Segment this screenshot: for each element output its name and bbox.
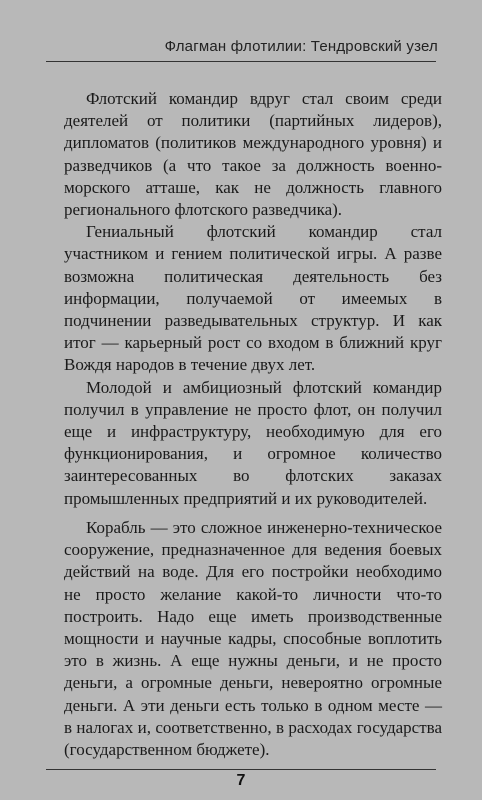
footer-rule [46, 769, 436, 770]
text-section-2 [64, 517, 442, 761]
page-number: 7 [236, 772, 246, 789]
paragraph: Гениальный флотский командир стал участником и гением политической игры. А разве возможна политическая деятельность без информации, получаемой от имеемых в подчинении разведывательных структур. И как итог — карьерный рост со входом в ближний круг Вождя народов в течение двух лет. [64, 222, 442, 375]
text-section-1 [64, 88, 442, 510]
paragraph: Флотский командир вдруг стал своим среди деятелей от политики (партийных лидеров), дипломатов (политиков международного уровня) и разведчиков (а что такое за должность военно-морского атташе, как не должность главного регионального флотского разведчика). [64, 89, 442, 220]
running-header: Флагман флотилии: Тендровский узел [164, 38, 438, 55]
paragraph: Молодой и амбициозный флотский командир получил в управление не просто флот, он получил еще и инфраструктуру, необходимую для его функционирования, и огромное количество заинтересованных во флотских заказах промышленных предприятий и их руководителей. [64, 377, 442, 508]
paragraph: Корабль — это сложное инженерно-техническое сооружение, предназначенное для ведения боевых действий на воде. Для его постройки необходимо не просто желание какой-то личности что-то построить. Надо еще иметь производственные мощности и научные кадры, способные воплотить это в жизнь. А еще нужны деньги, и не просто деньги, а огромные деньги, невероятно огромные деньги. А эти деньги есть только в одном месте — в налогах и, соответственно, в расходах государства (государственном бюджете). [64, 518, 442, 760]
header-rule [46, 61, 436, 62]
